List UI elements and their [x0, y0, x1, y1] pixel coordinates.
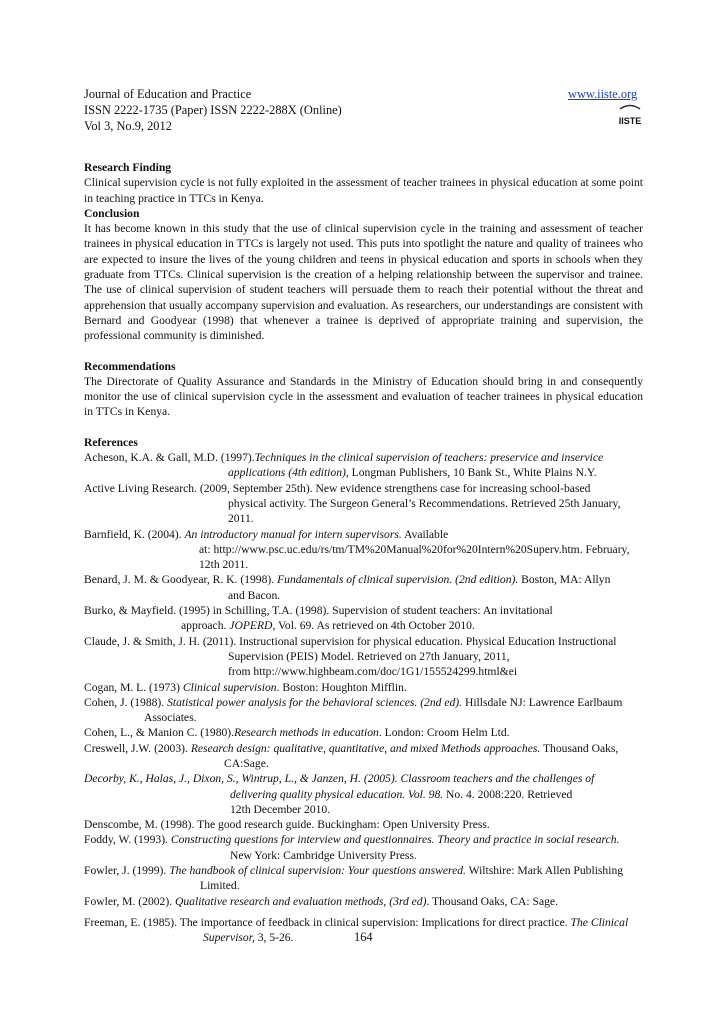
- conclusion-heading: Conclusion: [84, 206, 140, 220]
- reference-entry: Active Living Research. (2009, September 25th). New evidence strengthens case for increasing school-based physical activity. The Surgeon General’s Recommendations. Retrieved 25th January, 2011.: [84, 481, 621, 526]
- reference-entry: Cohen, L., & Manion C. (1980).Research methods in education. London: Croom Helm Ltd.: [84, 726, 510, 740]
- reference-entry: Freeman, E. (1985). The importance of feedback in clinical supervision: Implications for direct practice. The Clinical Supervisor, 3, 5-26.: [84, 915, 629, 945]
- research-finding-heading: Research Finding: [84, 161, 172, 174]
- conclusion-text: It has become known in this study that the use of clinical supervision cycle in the training and assessment of teacher trainees in physical education in TTCs is largely not used. This puts into spotlight the nature and quality of trainees who are expected to insure the lives of the young children and teens in physical education and sports in schools when they graduate from TTCs. Clinical supervision is the creation of a helping relationship between the supervisor and trainee. The use of clinical supervision of student teachers will persuade them to reach their potential without the threat and apprehension that usually accompany supervision and evaluation. As researchers, our understandings are consistent with Bernard and Goodyear (1998) that whenever a trainee is deprived of appropriate training and supervision, the professional community is diminished.: [84, 222, 643, 343]
- reference-entry: Denscombe, M. (1998). The good research guide. Buckingham: Open University Press.: [84, 818, 490, 832]
- reference-entry: Creswell, J.W. (2003). Research design: qualitative, quantitative, and mixed Methods approaches. Thousand Oaks, CA:Sage.: [84, 741, 619, 770]
- journal-title: Journal of Education and Practice: [84, 87, 252, 101]
- logo-text: IISTE: [618, 116, 642, 126]
- issn-line: ISSN 2222-1735 (Paper) ISSN 2222-288X (Online): [84, 103, 342, 117]
- journal-url-link[interactable]: www.iiste.org: [568, 87, 638, 101]
- research-finding-text: Clinical supervision cycle is not fully exploited in the assessment of teacher trainees in physical education at some point in teaching practice in TTCs in Kenya.: [84, 176, 643, 205]
- paper-body: [84, 160, 643, 946]
- iiste-logo: [617, 103, 643, 127]
- reference-entry: Fowler, M. (2002). Qualitative research and evaluation methods, (3rd ed). Thousand Oaks, CA: Sage.: [84, 894, 558, 908]
- reference-entry: Acheson, K.A. & Gall, M.D. (1997).Techniques in the clinical supervision of teachers: preservice and inservice applications (4th edition), Longman Publishers, 10 Bank St., White Plains N.Y.: [84, 451, 604, 480]
- reference-entry: Benard, J. M. & Goodyear, R. K. (1998). Fundamentals of clinical supervision. (2nd edition). Boston, MA: Allyn and Bacon.: [84, 573, 611, 602]
- recommendations-heading: Recommendations: [84, 359, 176, 373]
- reference-entry: Cogan, M. L. (1973) Clinical supervision. Boston: Houghton Mifflin.: [84, 680, 407, 694]
- reference-entry: Cohen, J. (1988). Statistical power analysis for the behavioral sciences. (2nd ed). Hillsdale NJ: Lawrence Earlbaum Associates.: [84, 695, 623, 725]
- reference-entry: Burko, & Mayfield. (1995) in Schilling, T.A. (1998). Supervision of student teachers: An invitational approach. JOPERD, Vol. 69. As retrieved on 4th October 2010.: [84, 604, 553, 633]
- reference-entry: Fowler, J. (1999). The handbook of clinical supervision: Your questions answered. Wiltshire: Mark Allen Publishing Limited.: [84, 864, 624, 893]
- volume-line: Vol 3, No.9, 2012: [84, 119, 172, 133]
- reference-entry: Claude, J. & Smith, J. H. (2011). Instructional supervision for physical education. Physical Education Instructional Supervision (PEIS) Model. Retrieved on 27th January, 2011, from http://www.highbeam.com/doc/1G1/155524299.html&ei: [84, 634, 617, 679]
- recommendations-text: The Directorate of Quality Assurance and Standards in the Ministry of Education should bring in and consequently monitor the use of clinical supervision cycle in the assessment and evaluation of teacher trainees in physical education in TTCs in Kenya.: [84, 374, 643, 419]
- reference-entry: Decorby, K., Halas, J., Dixon, S., Wintrup, L., & Janzen, H. (2005). Classroom teachers and the challenges of delivering quality physical education. Vol. 98. No. 4. 2008:220. Retrieved 12th December 2010.: [84, 772, 595, 816]
- page-number: 164: [354, 930, 373, 944]
- references-heading: References: [84, 435, 138, 449]
- reference-entry: Foddy, W. (1993). Constructing questions for interview and questionnaires. Theory and practice in social research. New York: Cambridge University Press.: [84, 833, 620, 862]
- reference-entry: Barnfield, K. (2004). An introductory manual for intern supervisors. Available at: http://www.psc.uc.edu/rs/tm/TM%20Manual%20for%20Intern%20Superv.htm. February, 12th 2011.: [84, 527, 630, 572]
